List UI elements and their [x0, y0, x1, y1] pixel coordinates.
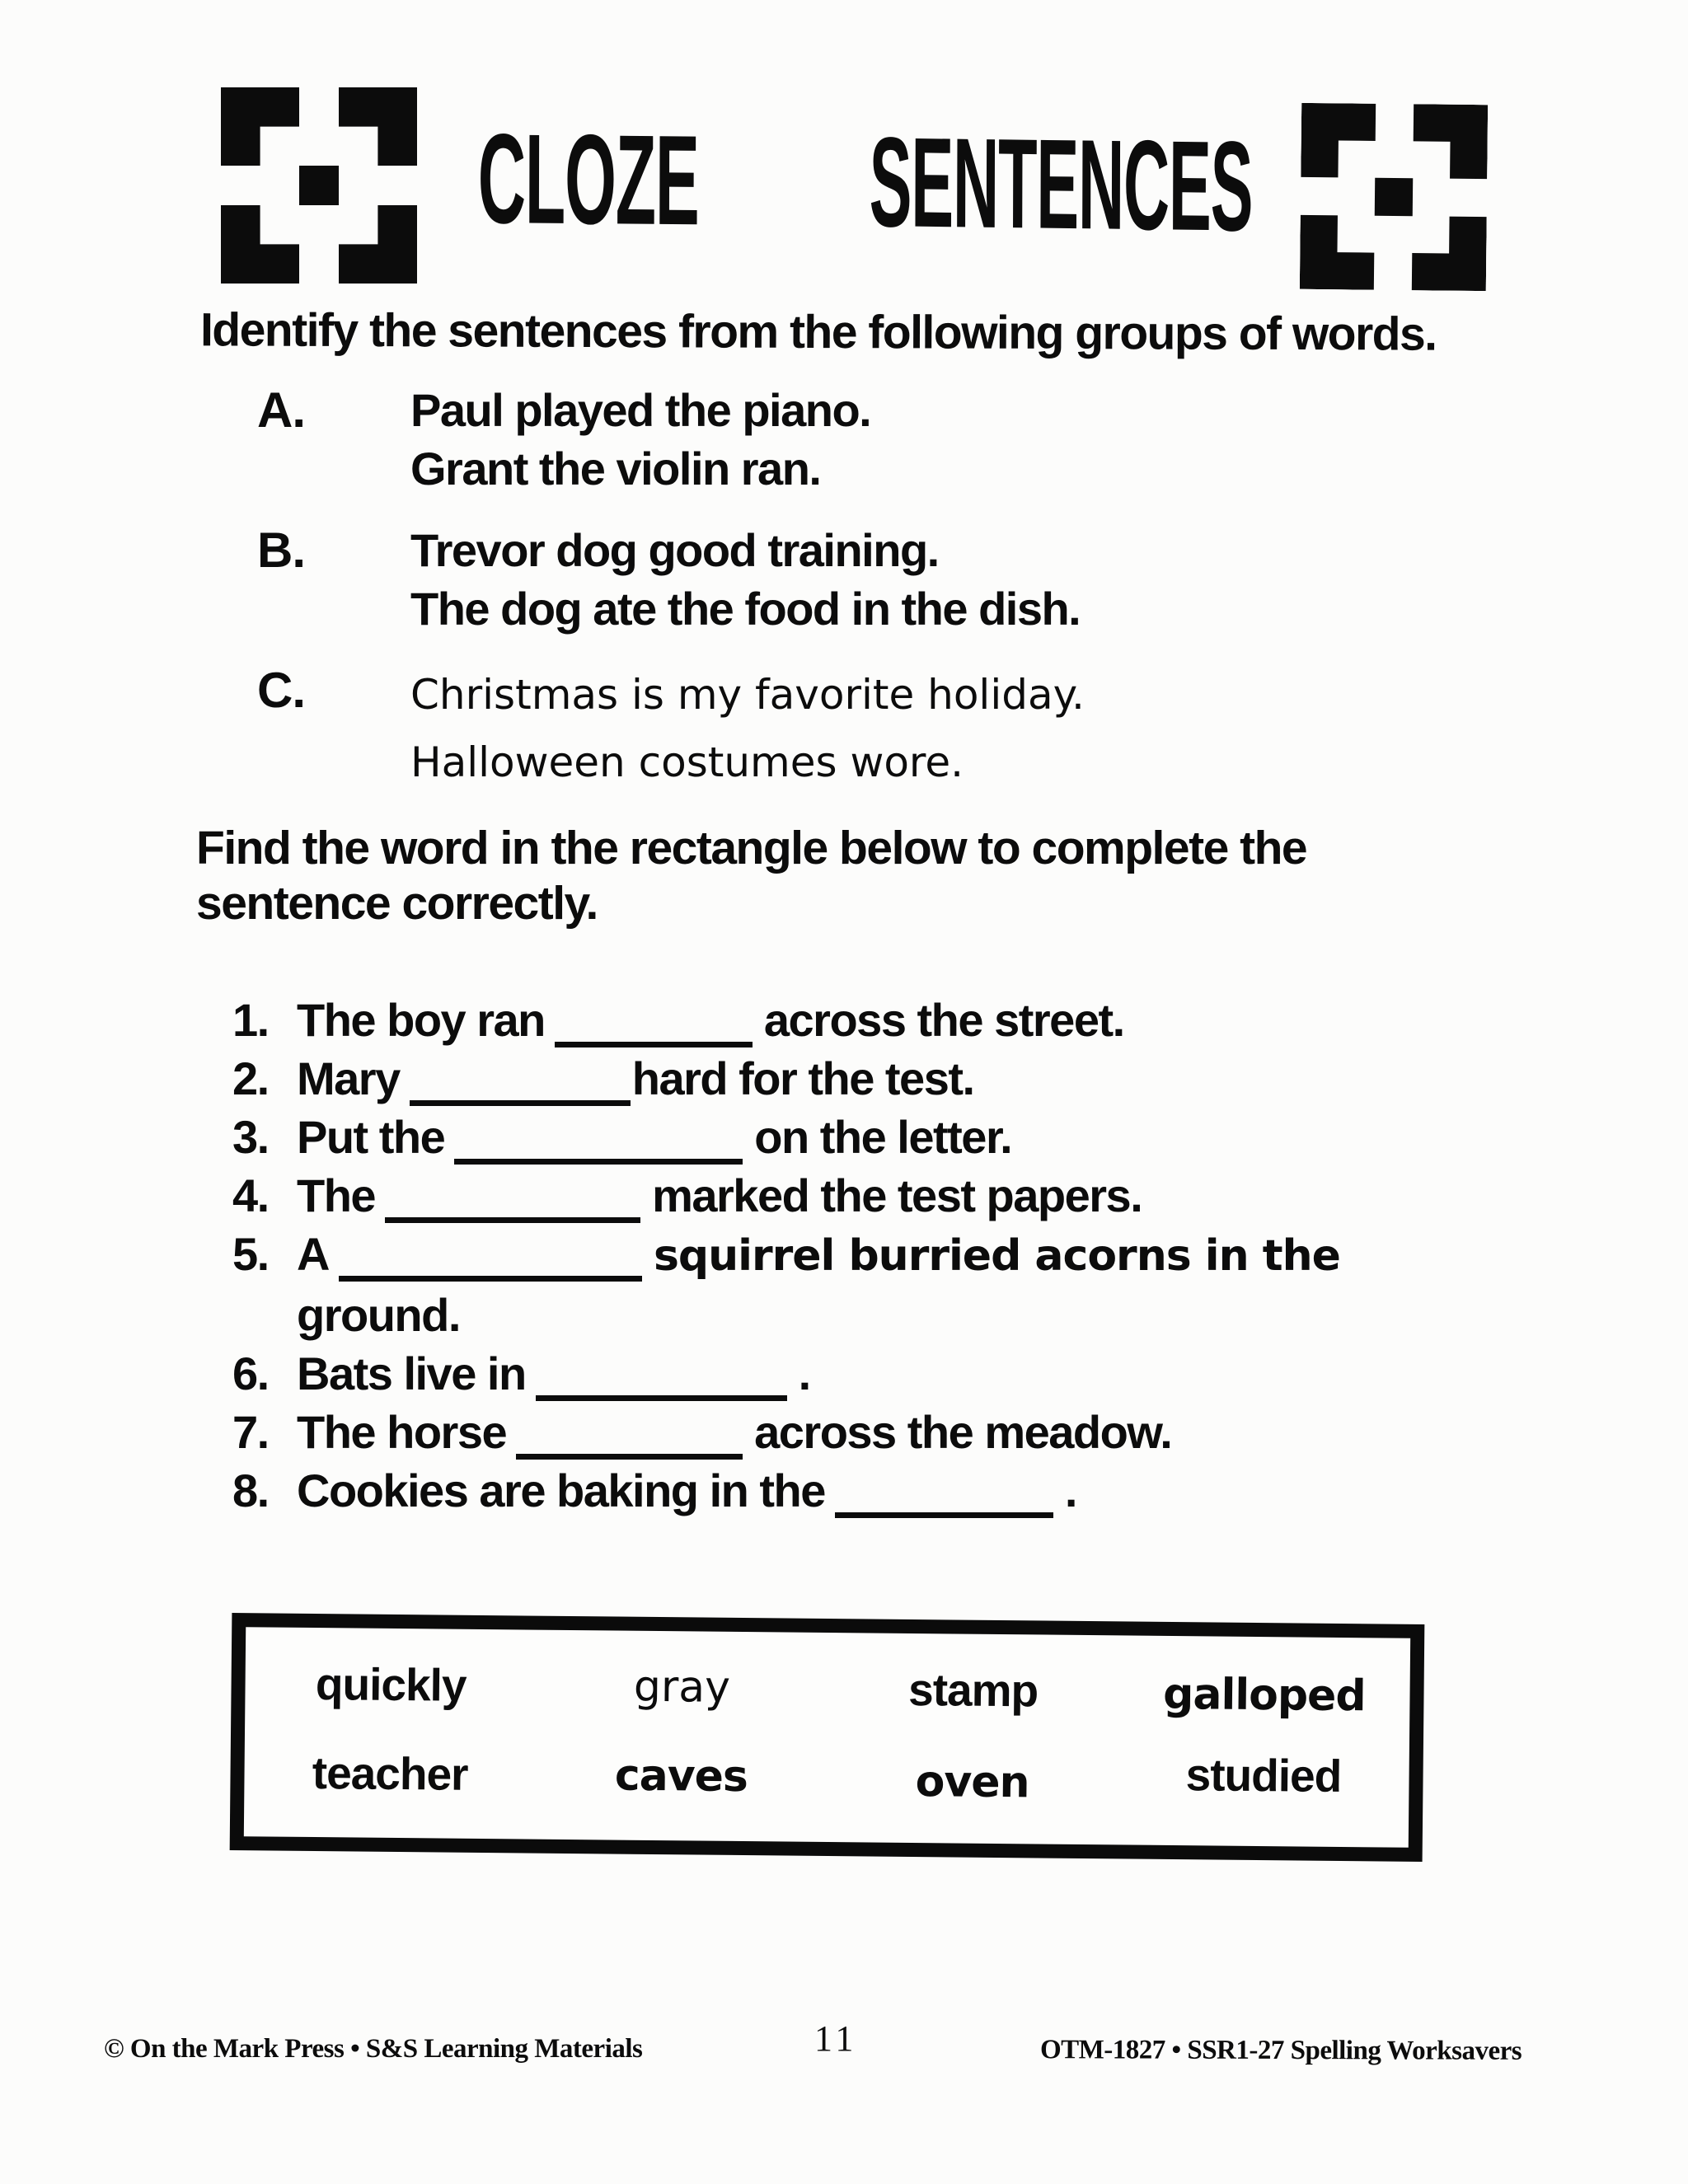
sentence-text-continued: ground. — [297, 1289, 460, 1341]
sentence-number: 4. — [232, 1169, 269, 1221]
sentence-content — [297, 1461, 1076, 1520]
fill-in-sentence-list — [232, 991, 1340, 1520]
sentence-text: The — [297, 1169, 376, 1221]
sentence-text: Put the — [297, 1111, 445, 1163]
fill-in-sentence — [232, 1049, 1340, 1108]
sentence-text: . — [1064, 1465, 1076, 1516]
sentence-content — [297, 1344, 810, 1403]
choice-group-label: B. — [257, 523, 305, 578]
sentence-content — [297, 1166, 1142, 1225]
word-bank-word: quickly — [315, 1658, 467, 1711]
sentence-text: across the street. — [763, 994, 1124, 1046]
sentence-number: 2. — [232, 1052, 269, 1104]
instruction-find-line2: sentence correctly. — [196, 877, 598, 930]
sentence-text: marked the test papers. — [652, 1169, 1142, 1221]
answer-blank — [339, 1273, 642, 1282]
word-bank-box — [230, 1613, 1425, 1862]
icon-corner — [1301, 103, 1376, 178]
sentence-text: squirrel burried acorns in the — [653, 1231, 1340, 1281]
choice-group-lines — [410, 521, 1080, 638]
choice-group-lines — [410, 661, 1085, 796]
page-number: 11 — [814, 2018, 858, 2059]
fill-in-sentence — [232, 1344, 1340, 1403]
word-bank-word: oven — [915, 1757, 1029, 1808]
fill-in-sentence — [232, 1108, 1340, 1166]
answer-blank — [454, 1156, 743, 1165]
word-bank-word: caves — [614, 1750, 748, 1802]
sentence-content — [297, 1108, 1011, 1166]
icon-corner — [339, 205, 417, 284]
page-title-sentences: SENTENCES — [869, 110, 1253, 258]
choice-group-label: A. — [257, 382, 305, 438]
choice-sentence: Christmas is my favorite holiday. — [410, 671, 1085, 719]
sentence-text: Cookies are baking in the — [297, 1465, 825, 1516]
answer-blank — [555, 1039, 753, 1047]
sentence-number: 5. — [232, 1228, 269, 1280]
icon-corner — [339, 87, 417, 166]
sentence-content — [297, 1403, 1171, 1461]
sentence-text: Mary — [297, 1052, 400, 1104]
sentence-text: hard for the test. — [631, 1052, 974, 1104]
word-bank-word: stamp — [907, 1663, 1039, 1717]
icon-center-square — [1375, 178, 1413, 216]
fill-in-sentence — [232, 1461, 1340, 1520]
icon-corner — [1411, 216, 1486, 291]
answer-blank — [516, 1451, 743, 1460]
choice-group — [257, 521, 1085, 638]
choice-sentence: Trevor dog good training. — [410, 524, 939, 576]
instruction-find-line1: Find the word in the rectangle below to complete the — [196, 822, 1307, 874]
sentence-content — [297, 991, 1124, 1049]
registration-mark-icon — [221, 87, 417, 284]
word-bank-word: galloped — [1162, 1669, 1366, 1722]
choice-sentence: Grant the violin ran. — [410, 443, 821, 494]
word-bank-word: teacher — [312, 1747, 468, 1800]
fill-in-sentence — [232, 991, 1340, 1049]
instruction-identify: Identify the sentences from the following groups of words. — [199, 303, 1437, 361]
icon-center-square — [299, 166, 339, 205]
page-title-cloze: CLOZE — [477, 107, 699, 252]
icon-corner — [221, 87, 299, 166]
icon-corner — [1413, 104, 1488, 179]
answer-blank — [410, 1098, 631, 1106]
registration-mark-icon — [1300, 103, 1488, 291]
sentence-content — [297, 1225, 1340, 1344]
sentence-text: Bats live in — [297, 1347, 526, 1399]
choice-group-label: C. — [257, 663, 305, 718]
choice-group-lines — [410, 381, 870, 498]
choice-sentence: Halloween costumes wore. — [410, 738, 964, 786]
choice-sentence: The dog ate the food in the dish. — [410, 583, 1081, 635]
choice-sentence: Paul played the piano. — [410, 384, 871, 436]
sentence-number: 6. — [232, 1347, 269, 1399]
footer-publisher: © On the Mark Press • S&S Learning Materials — [104, 2034, 643, 2064]
fill-in-sentence — [232, 1166, 1340, 1225]
word-bank-word: studied — [1185, 1749, 1342, 1802]
sentence-number: 1. — [232, 994, 269, 1046]
sentence-text: A — [297, 1228, 329, 1280]
sentence-number: 7. — [232, 1406, 269, 1458]
footer-product-code: OTM-1827 • SSR1-27 Spelling Worksavers — [1039, 2035, 1522, 2066]
fill-in-sentence — [232, 1225, 1340, 1344]
choice-groups — [257, 381, 1085, 819]
icon-corner — [221, 205, 299, 284]
sentence-number: 3. — [232, 1111, 269, 1163]
word-bank-word: gray — [633, 1661, 731, 1713]
answer-blank — [835, 1510, 1053, 1518]
sentence-text: The horse — [297, 1406, 507, 1458]
fill-in-sentence — [232, 1403, 1340, 1461]
answer-blank — [385, 1215, 640, 1223]
sentence-text: The boy ran — [297, 994, 545, 1046]
word-bank-grid — [244, 1627, 1410, 1828]
sentence-content — [297, 1049, 974, 1108]
sentence-text: across the meadow. — [754, 1406, 1172, 1458]
answer-blank — [536, 1393, 787, 1401]
choice-group — [257, 381, 1085, 498]
sentence-text: on the letter. — [754, 1111, 1012, 1163]
icon-corner — [1300, 214, 1375, 289]
choice-group — [257, 661, 1085, 796]
sentence-text: . — [798, 1347, 810, 1399]
sentence-number: 8. — [232, 1465, 269, 1516]
instruction-find-word — [196, 821, 1306, 931]
